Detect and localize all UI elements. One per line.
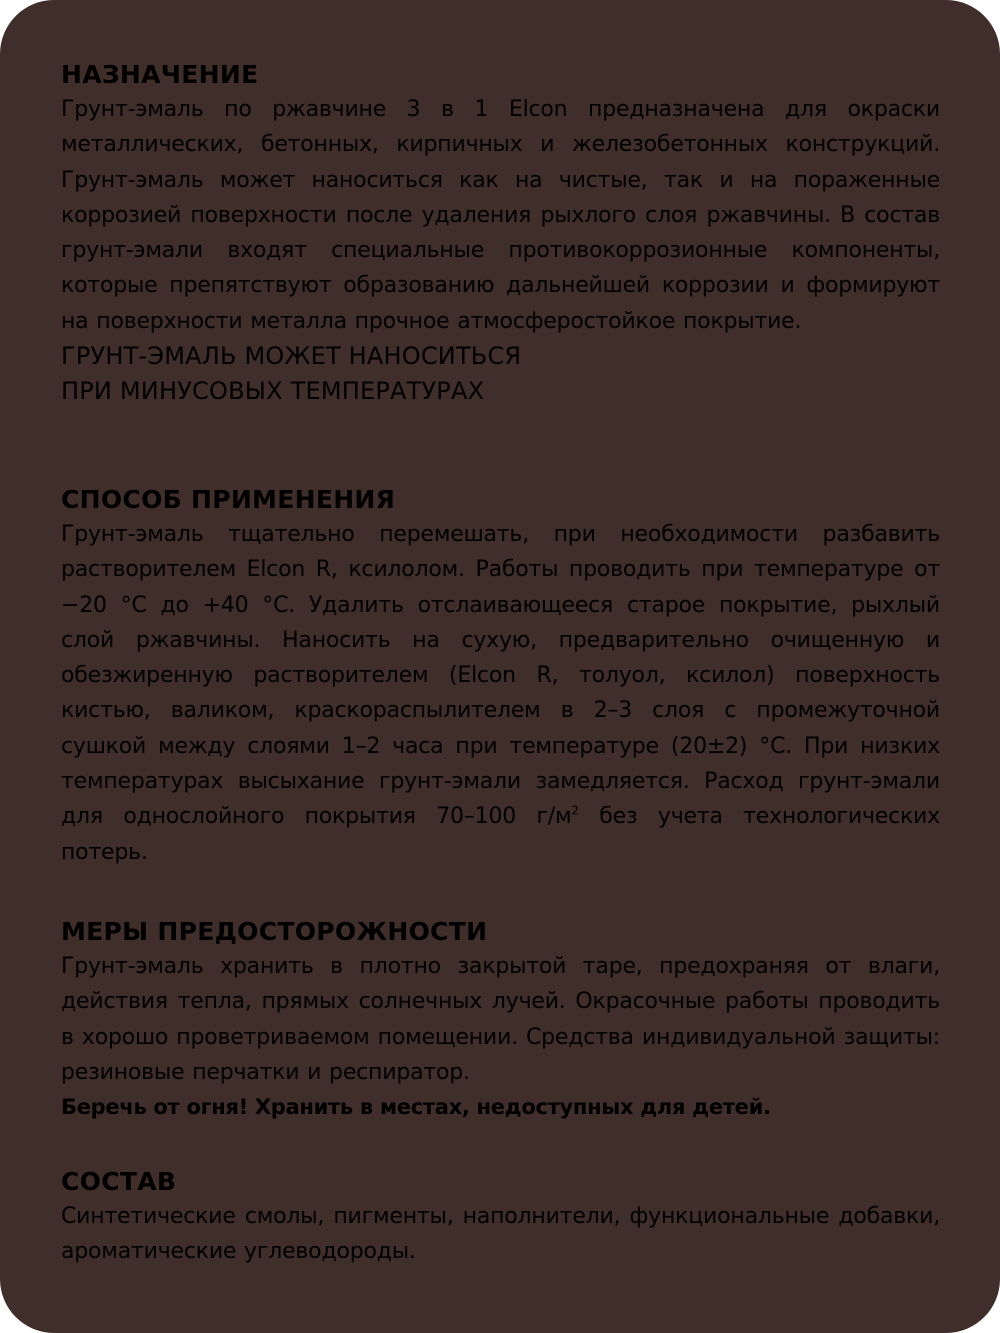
section-text-main: Грунт-эмаль тщательно перемешать, при необходимости разбавить растворителем Elcon R, ксилолом. Работы проводить при температуре от −20 °С до +40 °С. Удалить отслаивающееся старое покрытие, рыхлый слой ржавчины. Наносить на сухую, предварительно очищенную и обезжиренную растворителем (Elcon R, толуол, ксилол) поверхность кистью, валиком, краскораспылителем в 2–3 слоя с промежуточной сушкой между слоями 1–2 часа при температуре (20±2) °С. При низких температурах высыхание грунт-эмали замедляется. Расход грунт-эмали для однослойного покрытия 70–100 г/м	[61, 522, 940, 830]
section-precautions	[61, 915, 940, 1125]
section-heading: СПОСОБ ПРИМЕНЕНИЯ	[61, 485, 396, 514]
superscript: 2	[571, 804, 579, 819]
section-heading: НАЗНАЧЕНИЕ	[61, 60, 259, 89]
warning-text: Беречь от огня! Хранить в местах, недоступных для детей.	[61, 1095, 771, 1120]
caps-note	[61, 339, 940, 409]
section-text	[61, 517, 940, 870]
caps-note-line: ГРУНТ-ЭМАЛЬ МОЖЕТ НАНОСИТЬСЯ	[61, 342, 522, 371]
section-text: Грунт-эмаль по ржавчине 3 в 1 Elcon предназначена для окраски металлических, бетонных, кирпичных и железобетонных конструкций. Грунт-эмаль может наноситься как на чистые, так и на пораженные коррозией поверхности после удаления рыхлого слоя ржавчины. В состав грунт-эмали входят специальные противокоррозионные компоненты, которые препятствуют образованию дальнейшей коррозии и формируют на поверхности металла прочное атмосферостойкое покрытие.	[61, 97, 940, 334]
caps-note-line: ПРИ МИНУСОВЫХ ТЕМПЕРАТУРАХ	[61, 377, 485, 406]
section-heading: МЕРЫ ПРЕДОСТОРОЖНОСТИ	[61, 917, 488, 946]
section-text: Грунт-эмаль хранить в плотно закрытой таре, предохраняя от влаги, действия тепла, прямых солнечных лучей. Окрасочные работы проводить в хорошо проветриваемом помещении. Средства индивидуальной защиты: резиновые перчатки и респиратор.	[61, 954, 940, 1085]
section-text: Синтетические смолы, пигменты, наполнители, функциональные добавки, ароматические углеводороды.	[61, 1204, 940, 1265]
section-application	[61, 483, 940, 870]
section-text-end: без учета технологических потерь.	[61, 804, 940, 865]
section-heading: СОСТАВ	[61, 1167, 177, 1196]
section-composition	[61, 1165, 940, 1270]
section-purpose	[61, 58, 940, 409]
